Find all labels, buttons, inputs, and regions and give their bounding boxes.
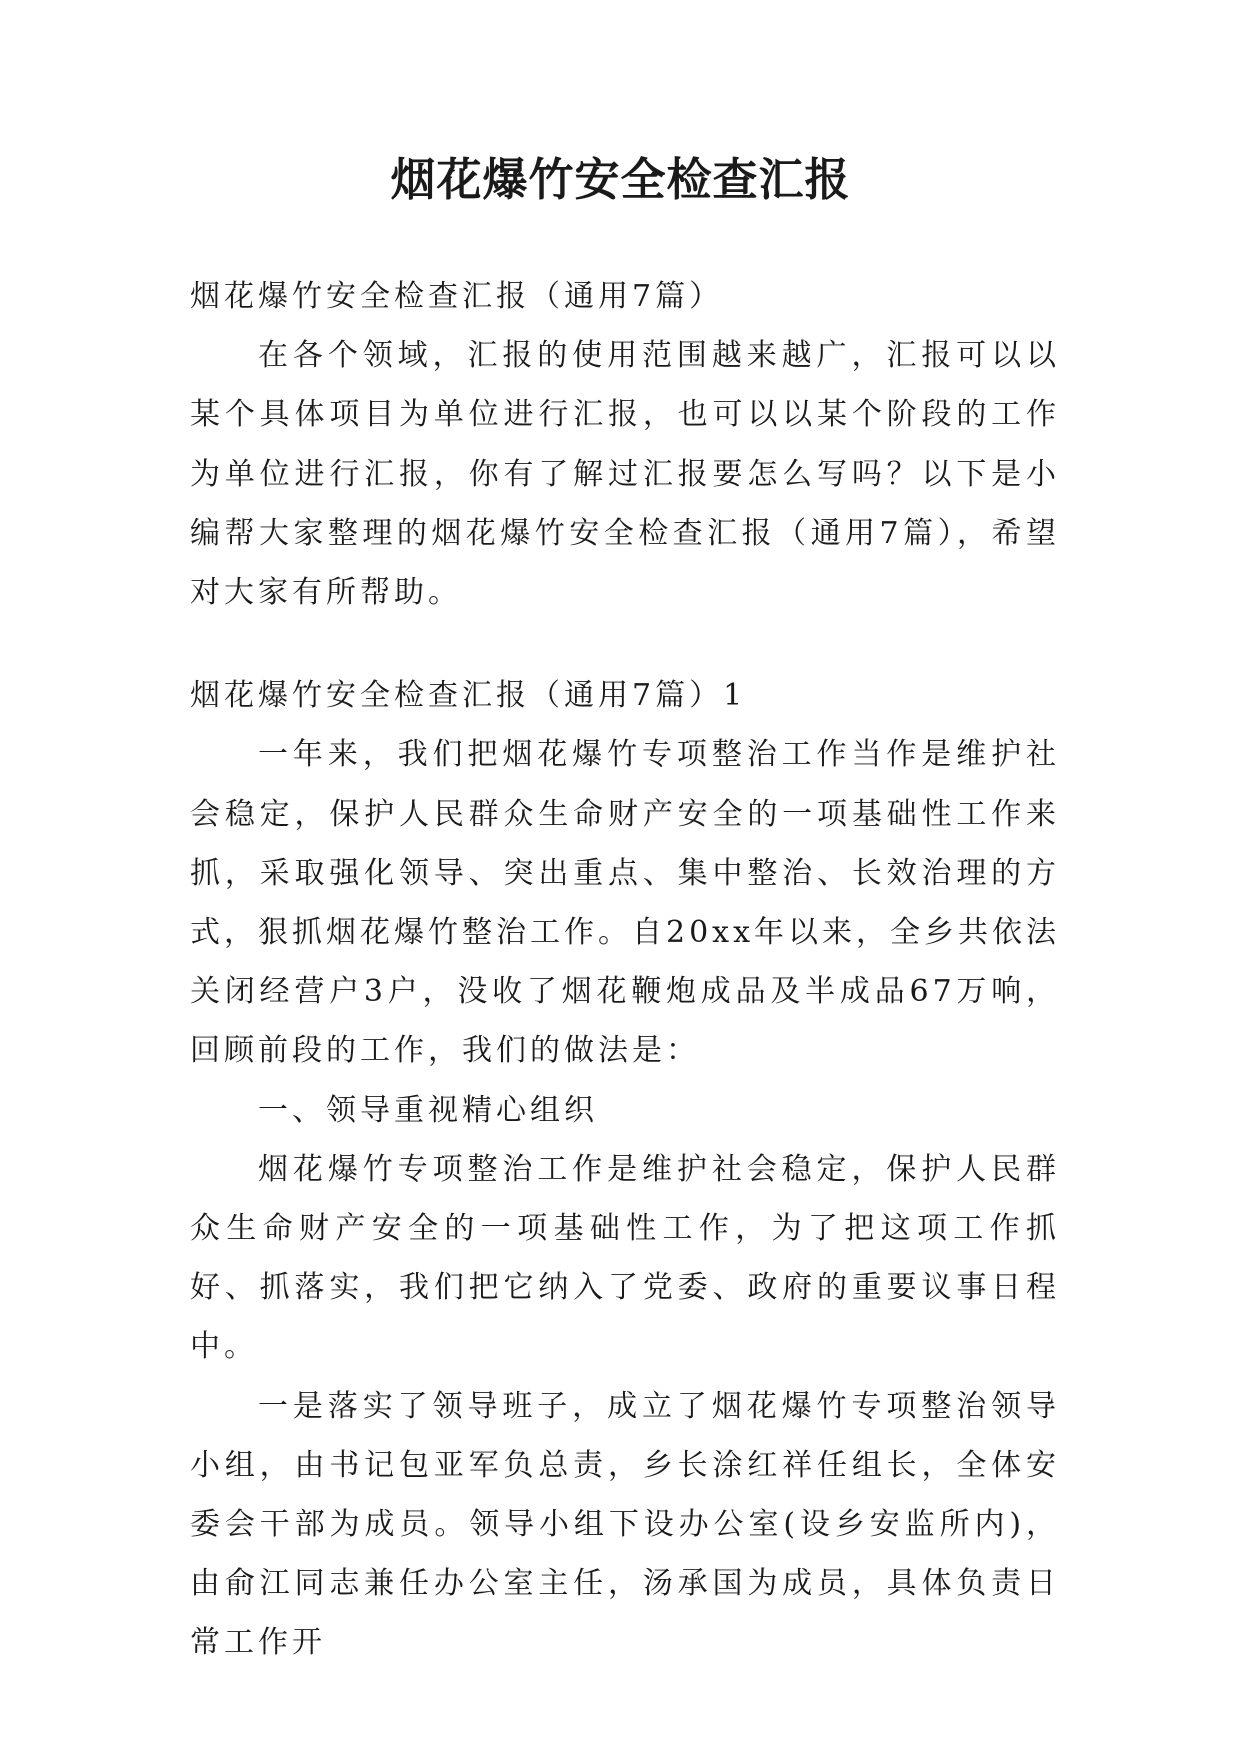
section-spacer: [190, 622, 1060, 666]
section-heading: 烟花爆竹安全检查汇报（通用7篇）1: [190, 678, 747, 714]
body-paragraph-1: 一年来，我们把烟花爆竹专项整治工作当作是维护社会稳定，保护人民群众生命财产安全的一项基础性工作来抓，采取强化领导、突出重点、集中整治、长效治理的方式，狠抓烟花爆竹整治工作。自20xx年以来，全乡共依法关闭经营户3户，没收了烟花鞭炮成品及半成品67万响，回顾前段的工作，我们的做法是：: [190, 737, 1061, 1069]
sub-heading: 一、领导重视精心组织: [258, 1092, 598, 1128]
body-paragraph-3: 一是落实了领导班子，成立了烟花爆竹专项整治领导小组，由书记包亚军负总责，乡长涂红祥任组长，全体安委会干部为成员。领导小组下设办公室(设乡安监所内)，由俞江同志兼任办公室主任，汤承国为成员，具体负责日常工作开: [190, 1388, 1060, 1661]
document-subtitle: 烟花爆竹安全检查汇报（通用7篇）: [190, 279, 724, 314]
intro-paragraph: 在各个领域，汇报的使用范围越来越广，汇报可以以某个具体项目为单位进行汇报，也可以以某个阶段的工作为单位进行汇报，你有了解过汇报要怎么写吗？以下是小编帮大家整理的烟花爆竹安全检查汇报（通用7篇），希望对大家有所帮助。: [190, 338, 1060, 611]
document-body: [190, 267, 1060, 1673]
body-paragraph-2: 烟花爆竹专项整治工作是维护社会稳定，保护人民群众生命财产安全的一项基础性工作，为了把这项工作抓好、抓落实，我们把它纳入了党委、政府的重要议事日程中。: [190, 1151, 1060, 1365]
document-title: 烟花爆竹安全检查汇报: [390, 153, 851, 206]
